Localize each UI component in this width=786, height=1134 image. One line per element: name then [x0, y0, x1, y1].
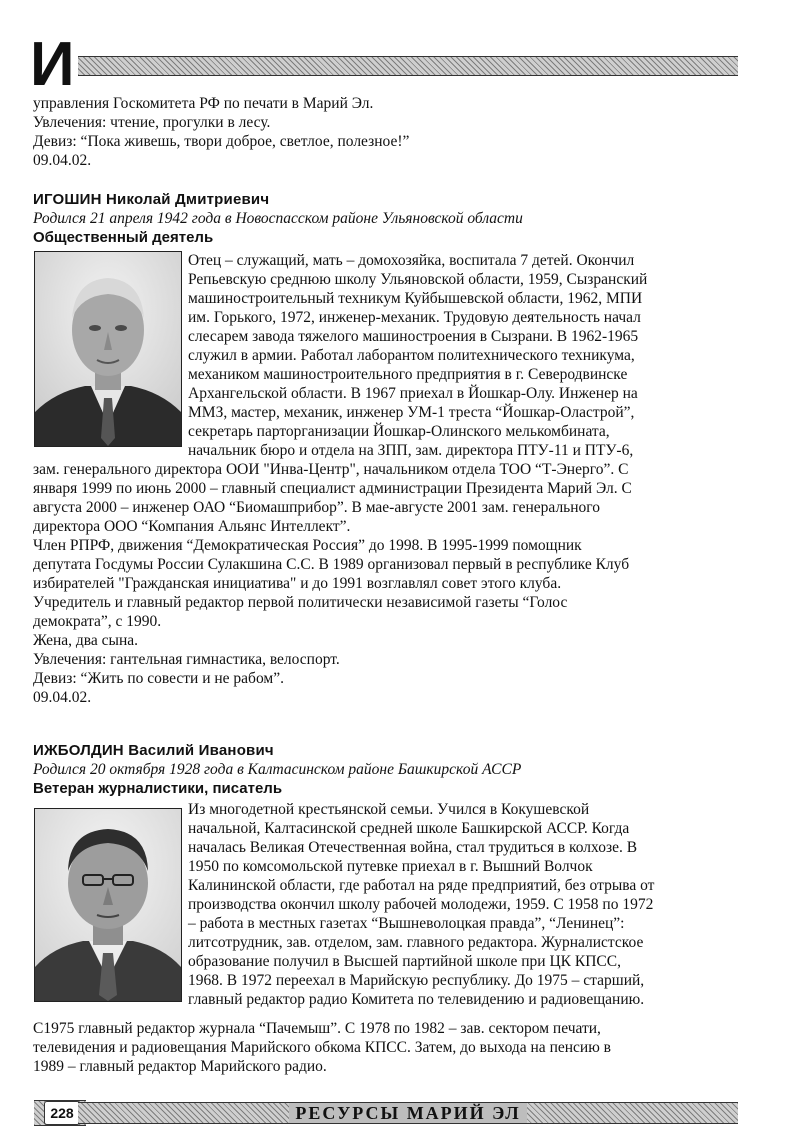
- bio-line: Увлечения: гантельная гимнастика, велоспорт.: [33, 651, 340, 668]
- bio-line: зам. генерального директора ООИ "Инва-Центр", начальником отдела ТОО “Т-Энерго”. С: [33, 461, 629, 478]
- bio-line: Отец – служащий, мать – домохозяйка, воспитала 7 детей. Окончил: [188, 252, 635, 269]
- bio-line: – работа в местных газетах “Вышневолоцкая правда”, “Ленинец”:: [188, 915, 625, 932]
- bio-line: Из многодетной крестьянской семьи. Учился в Кокушевской: [188, 801, 590, 818]
- intro-line: управления Госкомитета РФ по печати в Марий Эл.: [33, 95, 374, 112]
- bio-line: Архангельской области. В 1967 приехал в Йошкар-Олу. Инженер на: [188, 385, 638, 402]
- bio-line: литсотрудник, зав. отделом, зам. главного редактора. Журналистское: [188, 934, 644, 951]
- bio-line: им. Горького, 1972, инженер-механик. Трудовую деятельность начал: [188, 309, 641, 326]
- bio-line: 09.04.02.: [33, 689, 92, 706]
- entry-izhboldin-heading: [33, 741, 745, 798]
- bio-line: секретарь парторганизации Йошкар-Олинского мелькомбината,: [188, 423, 610, 440]
- bio-line: избирателей "Гражданская инициатива" и до 1991 возглавлял совет этого клуба.: [33, 575, 562, 592]
- bio-line: 1950 по комсомольской путевке приехал в г. Вышний Волчок: [188, 858, 593, 875]
- bio-line: января 1999 по июнь 2000 – главный специалист администрации Президента Марий Эл. С: [33, 480, 632, 497]
- page-number: 228: [44, 1101, 80, 1125]
- entry-izhboldin-wrap-text: [188, 800, 654, 1009]
- bio-line: машиностроительный техникум Куйбышевской области, 1962, МПИ: [188, 290, 643, 307]
- bio-line: Репьевскую среднюю школу Ульяновской области, 1959, Сызранский: [188, 271, 648, 288]
- bio-line: начальник бюро и отдела на ЗПП, зам. директора ПТУ-11 и ПТУ-6,: [188, 442, 634, 459]
- bio-line: депутата Госдумы России Сулакшина С.С. В 1989 организовал первый в республике Клуб: [33, 556, 630, 573]
- portrait-photo-igoshin: [34, 251, 182, 447]
- entry-name: ИЖБОЛДИН Василий Иванович: [33, 742, 274, 759]
- entry-igoshin-heading: [33, 190, 745, 247]
- bio-line: Член РПРФ, движения “Демократическая Россия” до 1998. В 1995-1999 помощник: [33, 537, 582, 554]
- bio-line: служил в армии. Работал лаборантом политехнического техникума,: [188, 347, 635, 364]
- intro-block: [33, 94, 745, 170]
- bio-line: 1989 – главный редактор Марийского радио.: [33, 1058, 327, 1075]
- section-letter: И: [30, 30, 75, 99]
- header-band: [78, 56, 738, 76]
- intro-line: Девиз: “Пока живешь, твори доброе, светлое, полезное!”: [33, 133, 410, 150]
- intro-line: Увлечения: чтение, прогулки в лесу.: [33, 114, 271, 131]
- bio-line: главный редактор радио Комитета по телевидению и радиовещанию.: [188, 991, 645, 1008]
- bio-line: августа 2000 – инженер ОАО “Биомашприбор”. В мае-августе 2001 зам. генерального: [33, 499, 601, 516]
- bio-line: Жена, два сына.: [33, 632, 139, 649]
- bio-line: 1968. В 1972 переехал в Марийскую республику. До 1975 – старший,: [188, 972, 645, 989]
- intro-line: 09.04.02.: [33, 152, 92, 169]
- bio-line: Девиз: “Жить по совести и не рабом”.: [33, 670, 284, 687]
- bio-line: директора ООО “Компания Альянс Интеллект”.: [33, 518, 351, 535]
- entry-birth: Родился 21 апреля 1942 года в Новоспасском районе Ульяновской области: [33, 210, 523, 227]
- footer-title: РЕСУРСЫ МАРИЙ ЭЛ: [289, 1103, 526, 1123]
- bio-line: начальной, Калтасинской средней школе Башкирской АССР. Когда: [188, 820, 630, 837]
- entry-igoshin-wrap-text: [188, 251, 647, 460]
- entry-igoshin-full-text: [33, 460, 745, 707]
- bio-line: производства окончил школу рабочей молодежи, 1959. С 1958 по 1972: [188, 896, 654, 913]
- bio-line: С1975 главный редактор журнала “Пачемыш”. С 1978 по 1982 – зав. сектором печати,: [33, 1020, 601, 1037]
- bio-line: образование получил в Высшей партийной школе при ЦК КПСС,: [188, 953, 621, 970]
- bio-line: Калининской области, где работал на ряде предприятий, без отрыва от: [188, 877, 655, 894]
- bio-line: Учредитель и главный редактор первой политически независимой газеты “Голос: [33, 594, 568, 611]
- entry-role: Общественный деятель: [33, 229, 214, 246]
- entry-birth: Родился 20 октября 1928 года в Калтасинском районе Башкирской АССР: [33, 761, 522, 778]
- footer-band: [78, 1102, 738, 1124]
- portrait-photo-izhboldin: [34, 808, 182, 1002]
- bio-line: механиком машиностроительного предприятия в г. Северодвинске: [188, 366, 628, 383]
- bio-line: ММЗ, мастер, механик, инженер УМ-1 треста “Йошкар-Оластрой”,: [188, 404, 635, 421]
- footer-title-wrap: [78, 1103, 738, 1123]
- entry-role: Ветеран журналистики, писатель: [33, 780, 283, 797]
- bio-line: слесарем завода тяжелого машиностроения в Сызрани. В 1962-1965: [188, 328, 639, 345]
- entry-name: ИГОШИН Николай Дмитриевич: [33, 191, 270, 208]
- bio-line: телевидения и радиовещания Марийского обкома КПСС. Затем, до выхода на пенсию в: [33, 1039, 611, 1056]
- bio-line: демократа”, с 1990.: [33, 613, 162, 630]
- bio-line: началась Великая Отечественная война, стал трудиться в колхозе. В: [188, 839, 638, 856]
- portrait-izhboldin-image: [35, 809, 181, 1001]
- portrait-igoshin-image: [35, 252, 181, 446]
- entry-izhboldin-full-text: [33, 1019, 745, 1076]
